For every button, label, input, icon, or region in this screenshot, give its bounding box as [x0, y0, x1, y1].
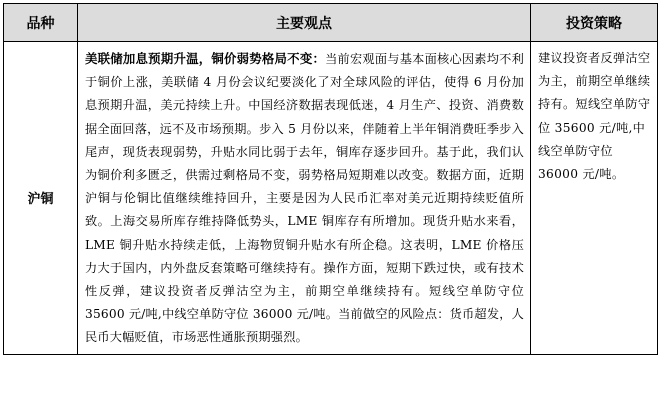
strategy-text: 建议投资者反弹沽空为主，前期空单继续持有。短线空单防守位 35600 元/吨,中线空单防守位 36000 元/吨。: [538, 51, 651, 182]
main-view-cell: [78, 42, 531, 355]
variety-cell: 沪铜: [4, 42, 78, 355]
main-view-lead: 美联储加息预期升温，铜价弱势格局不变：: [85, 51, 326, 66]
main-view-text: [78, 42, 530, 354]
header-strategy: 投资策略: [531, 4, 658, 42]
main-view-body: 当前宏观面与基本面核心因素均不利于铜价上涨，美联储 4 月份会议纪要淡化了对全球风险的评估，使得 6 月份加息预期升温，美元持续上升。中国经济数据表现低迷，4 月生产、投资、消费数据全面回落，远不及市场预期。步入 5 月份以来，伴随着上半年铜消费旺季步入尾声，现货表现弱势，升贴水同比弱于去年，铜库存逐步回升。基于此，我们认为铜价利多匮乏，供需过剩格局不变，弱势格局短期难以改变。数据方面，近期沪铜与伦铜比值继续维持回升，主要是因为人民币汇率对美元近期持续贬值所致。上海交易所库存维持降低势头，LME 铜库存有所增加。现货升贴水来看，LME 铜升贴水持续走低，上海物贸铜升贴水有所企稳。这表明，LME 价格压力大于国内，内外盘反套策略可继续持有。操作方面，短期下跌过快，或有技术性反弹，建议投资者反弹沽空为主，前期空单继续持有。短线空单防守位 35600 元/吨,中线空单防守位 36000 元/吨。当前做空的风险点：货币超发，人民币大幅贬值，市场恶性通胀预期强烈。: [85, 52, 524, 345]
header-variety: 品种: [4, 4, 78, 42]
header-main-view: 主要观点: [78, 4, 531, 42]
strategy-cell: [531, 42, 658, 355]
analysis-table: [3, 3, 658, 355]
table-header-row: [4, 4, 658, 42]
table-row: [4, 42, 658, 355]
